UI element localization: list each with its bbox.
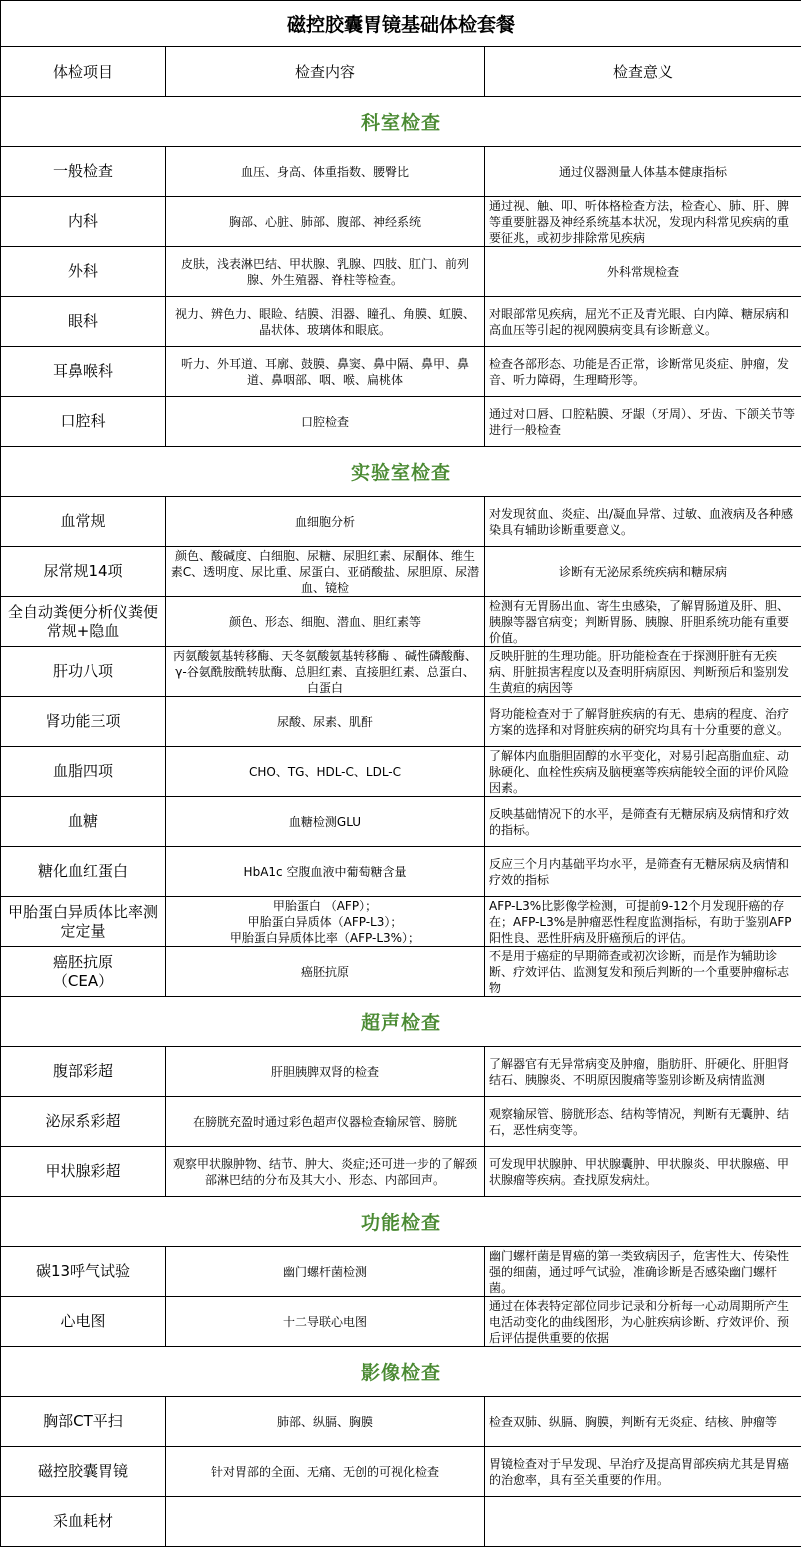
cell-meaning: 可发现甲状腺肿、甲状腺囊肿、甲状腺炎、甲状腺癌、甲状腺瘤等疾病。查找原发病灶。 [485, 1147, 801, 1197]
cell-meaning: 通过视、触、叩、听体格检查方法，检查心、肺、肝、脾等重要脏器及神经系统基本状况，发现内科常见疾病的重要征兆，或初步排除常见疾病 [485, 197, 801, 247]
cell-content: 口腔检查 [166, 397, 485, 447]
cell-meaning: 对发现贫血、炎症、出/凝血异常、过敏、血液病及各种感染具有辅助诊断重要意义。 [485, 497, 801, 547]
table-row [1, 547, 801, 597]
table-row [1, 597, 801, 647]
cell-item: 口腔科 [1, 397, 166, 447]
cell-content: 幽门螺杆菌检测 [166, 1247, 485, 1297]
header-content: 检查内容 [166, 47, 485, 97]
cell-content: CHO、TG、HDL-C、LDL-C [166, 747, 485, 797]
table-row [1, 697, 801, 747]
section-heading: 功能检查 [1, 1197, 801, 1247]
cell-meaning: 诊断有无泌尿系统疾病和糖尿病 [485, 547, 801, 597]
cell-content: 颜色、酸碱度、白细胞、尿糖、尿胆红素、尿酮体、维生素C、透明度、尿比重、尿蛋白、亚硝酸盐、尿胆原、尿潜血、镜检 [166, 547, 485, 597]
cell-item: 甲状腺彩超 [1, 1147, 166, 1197]
cell-item: 血脂四项 [1, 747, 166, 797]
cell-meaning: AFP-L3%比影像学检测，可提前9-12个月发现肝癌的存在；AFP-L3%是肿瘤恶性程度监测指标，有助于鉴别AFP阳性良、恶性肝病及肝癌预后的评估。 [485, 897, 801, 947]
table-row [1, 247, 801, 297]
cell-content: 血糖检测GLU [166, 797, 485, 847]
cell-item: 胸部CT平扫 [1, 1397, 166, 1447]
cell-meaning: 检查各部形态、功能是否正常，诊断常见炎症、肿瘤，发音、听力障碍，生理畸形等。 [485, 347, 801, 397]
cell-item: 腹部彩超 [1, 1047, 166, 1097]
section-heading: 实验室检查 [1, 447, 801, 497]
cell-item: 血常规 [1, 497, 166, 547]
cell-item: 全自动粪便分析仪粪便常规+隐血 [1, 597, 166, 647]
cell-meaning: 反映基础情况下的水平，是筛查有无糖尿病及病情和疗效的指标。 [485, 797, 801, 847]
table-row [1, 1247, 801, 1297]
table-row [1, 1147, 801, 1197]
table-row [1, 1097, 801, 1147]
header-meaning: 检查意义 [485, 47, 801, 97]
section-heading: 超声检查 [1, 997, 801, 1047]
table-row [1, 1397, 801, 1447]
cell-meaning: 通过对口唇、口腔粘膜、牙龈（牙周）、牙齿、下颌关节等进行一般检查 [485, 397, 801, 447]
cell-content: 尿酸、尿素、肌酐 [166, 697, 485, 747]
cell-content: 视力、辨色力、眼睑、结膜、泪器、瞳孔、角膜、虹膜、晶状体、玻璃体和眼底。 [166, 297, 485, 347]
cell-item: 肾功能三项 [1, 697, 166, 747]
table-row [1, 397, 801, 447]
cell-content: 听力、外耳道、耳廓、鼓膜、鼻窦、鼻中隔、鼻甲、鼻道、鼻咽部、咽、喉、扁桃体 [166, 347, 485, 397]
cell-item: 采血耗材 [1, 1497, 166, 1547]
table-row [1, 1047, 801, 1097]
cell-content [166, 1497, 485, 1547]
table-row [1, 147, 801, 197]
cell-content: 颜色、形态、细胞、潜血、胆红素等 [166, 597, 485, 647]
table-row [1, 297, 801, 347]
cell-item: 磁控胶囊胃镜 [1, 1447, 166, 1497]
cell-item: 一般检查 [1, 147, 166, 197]
cell-content: 癌胚抗原 [166, 947, 485, 997]
cell-content: HbA1c 空腹血液中葡萄糖含量 [166, 847, 485, 897]
cell-meaning: 幽门螺杆菌是胃癌的第一类致病因子，危害性大、传染性强的细菌，通过呼气试验，准确诊断是否感染幽门螺杆菌。 [485, 1247, 801, 1297]
cell-content: 胸部、心脏、肺部、腹部、神经系统 [166, 197, 485, 247]
cell-content: 丙氨酸氨基转移酶、天冬氨酸氨基转移酶 、碱性磷酸酶、γ-谷氨酰胺酰转肽酶、总胆红素、直接胆红素、总蛋白、白蛋白 [166, 647, 485, 697]
cell-content: 肺部、纵膈、胸膜 [166, 1397, 485, 1447]
cell-content: 观察甲状腺肿物、结节、肿大、炎症;还可进一步的了解颈部淋巴结的分布及其大小、形态、内部回声。 [166, 1147, 485, 1197]
cell-item: 外科 [1, 247, 166, 297]
cell-meaning: 对眼部常见疾病，屈光不正及青光眼、白内障、糖尿病和高血压等引起的视网膜病变具有诊断意义。 [485, 297, 801, 347]
cell-item: 心电图 [1, 1297, 166, 1347]
cell-meaning: 检查双肺、纵膈、胸膜，判断有无炎症、结核、肿瘤等 [485, 1397, 801, 1447]
cell-item: 泌尿系彩超 [1, 1097, 166, 1147]
table-row [1, 1297, 801, 1347]
cell-item: 糖化血红蛋白 [1, 847, 166, 897]
table-row [1, 797, 801, 847]
cell-meaning: 了解体内血脂胆固醇的水平变化，对易引起高脂血症、动脉硬化、血栓性疾病及脑梗塞等疾病能较全面的评价风险因素。 [485, 747, 801, 797]
table-row [1, 847, 801, 897]
cell-content: 肝胆胰脾双肾的检查 [166, 1047, 485, 1097]
header-item: 体检项目 [1, 47, 166, 97]
cell-meaning: 胃镜检查对于早发现、早治疗及提高胃部疾病尤其是胃癌的治愈率，具有至关重要的作用。 [485, 1447, 801, 1497]
cell-meaning: 检测有无胃肠出血、寄生虫感染，了解胃肠道及肝、胆、胰腺等器官病变；判断胃肠、胰腺、肝胆系统功能有重要价值。 [485, 597, 801, 647]
cell-meaning: 外科常规检查 [485, 247, 801, 297]
table-row [1, 647, 801, 697]
cell-meaning: 肾功能检查对于了解肾脏疾病的有无、患病的程度、治疗方案的选择和对肾脏疾病的研究均具有十分重要的意义。 [485, 697, 801, 747]
table-row [1, 1497, 801, 1547]
cell-content: 在膀胱充盈时通过彩色超声仪器检查输尿管、膀胱 [166, 1097, 485, 1147]
section-heading: 科室检查 [1, 97, 801, 147]
cell-meaning: 通过在体表特定部位同步记录和分析每一心动周期所产生电活动变化的曲线图形，为心脏疾病诊断、疗效评价、预后评估提供重要的依据 [485, 1297, 801, 1347]
cell-item: 血糖 [1, 797, 166, 847]
cell-content: 十二导联心电图 [166, 1297, 485, 1347]
table-row [1, 497, 801, 547]
cell-content: 甲胎蛋白 （AFP）； 甲胎蛋白异质体（AFP-L3）； 甲胎蛋白异质体比率（AFP-L3%）； [166, 897, 485, 947]
cell-item: 甲胎蛋白异质体比率测定定量 [1, 897, 166, 947]
cell-meaning: 反应三个月内基础平均水平，是筛查有无糖尿病及病情和疗效的指标 [485, 847, 801, 897]
cell-item: 尿常规14项 [1, 547, 166, 597]
table-row [1, 347, 801, 397]
cell-item: 内科 [1, 197, 166, 247]
section-heading: 影像检查 [1, 1347, 801, 1397]
table-row [1, 897, 801, 947]
cell-content: 血细胞分析 [166, 497, 485, 547]
cell-item: 碳13呼气试验 [1, 1247, 166, 1297]
cell-meaning: 了解器官有无异常病变及肿瘤，脂肪肝、肝硬化、肝胆肾结石、胰腺炎、不明原因腹痛等鉴别诊断及病情监测 [485, 1047, 801, 1097]
cell-content: 血压、身高、体重指数、腰臀比 [166, 147, 485, 197]
table-row [1, 1447, 801, 1497]
cell-meaning: 不是用于癌症的早期筛查或初次诊断，而是作为辅助诊断、疗效评估、监测复发和预后判断的一个重要肿瘤标志物 [485, 947, 801, 997]
cell-meaning: 观察输尿管、膀胱形态、结构等情况，判断有无囊肿、结石，恶性病变等。 [485, 1097, 801, 1147]
cell-item: 眼科 [1, 297, 166, 347]
cell-content: 针对胃部的全面、无痛、无创的可视化检查 [166, 1447, 485, 1497]
cell-meaning: 通过仪器测量人体基本健康指标 [485, 147, 801, 197]
cell-meaning: 反映肝脏的生理功能。肝功能检查在于探测肝脏有无疾病、肝脏损害程度以及查明肝病原因、判断预后和鉴别发生黄疸的病因等 [485, 647, 801, 697]
cell-item: 耳鼻喉科 [1, 347, 166, 397]
cell-meaning [485, 1497, 801, 1547]
cell-item: 肝功八项 [1, 647, 166, 697]
table-row [1, 747, 801, 797]
table-title: 磁控胶囊胃镜基础体检套餐 [1, 1, 801, 47]
cell-content: 皮肤，浅表淋巴结、甲状腺、乳腺、四肢、肛门、前列腺、外生殖器、脊柱等检查。 [166, 247, 485, 297]
table-row [1, 197, 801, 247]
cell-item: 癌胚抗原 （CEA） [1, 947, 166, 997]
table-row [1, 947, 801, 997]
